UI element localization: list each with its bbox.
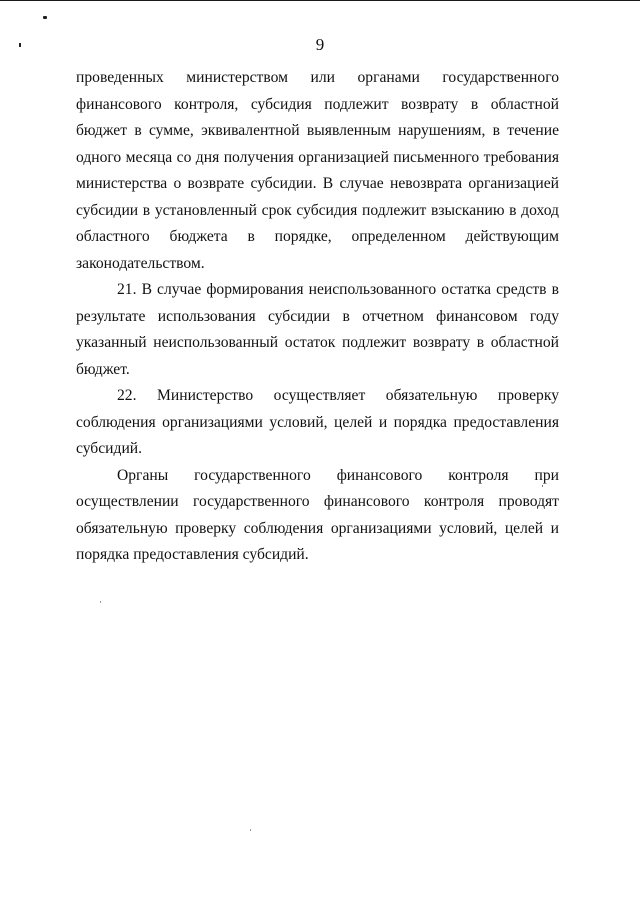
- paragraph-financial-control: Органы государственного финансового контроля при осуществлении государственного финансового контроля проводят обязательную проверку соблюдения организациями условий, целей и порядка предоставления субсидий.: [76, 466, 559, 563]
- scan-artifact-dot: [250, 829, 251, 831]
- scan-artifact-mark: [43, 16, 47, 19]
- paragraph-continuation: проведенных министерством или органами государственного финансового контроля, субсидия подлежит возврату в областной бюджет в сумме, эквивалентной выявленным нарушениям, в течение одного месяца со дня получения организацией письменного требования министерства о возврате субсидии. В случае невозврата организацией субсидии в установленный срок субсидия подлежит взысканию в доход областного бюджета в порядке, определенном действующим законодательством.: [76, 69, 559, 272]
- paragraph-clause-22: 22. Министерство осуществляет обязательную проверку соблюдения организациями условий, целей и порядка предоставления субсидий.: [76, 387, 559, 457]
- scan-artifact-dot: [100, 601, 101, 603]
- document-body: [76, 65, 559, 569]
- page-number: 9: [315, 35, 325, 54]
- paragraph-clause-21: 21. В случае формирования неиспользованного остатка средств в результате использования субсидии в отчетном финансовом году указанный неиспользованный остаток подлежит возврату в областной бюджет.: [76, 281, 559, 378]
